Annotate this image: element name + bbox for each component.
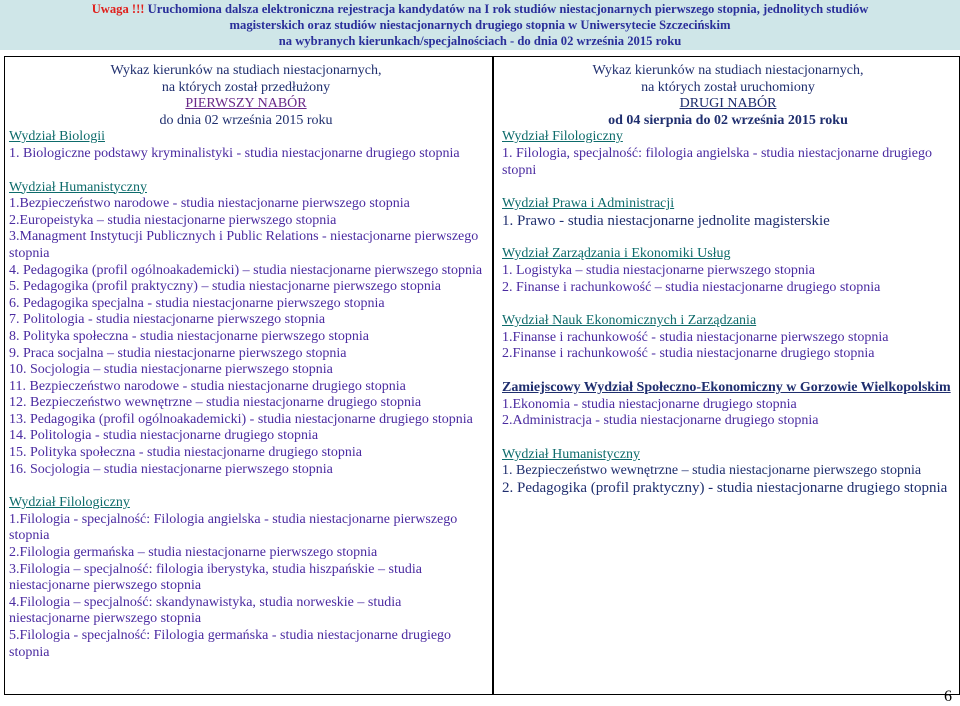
faculty-title[interactable]: Wydział Biologii: [9, 129, 105, 145]
list-item: 2.Finanse i rachunkowość - studia niestacjonarne drugiego stopnia: [502, 346, 875, 362]
header-line-1: Wykaz kierunków na studiach niestacjonarnych,: [592, 63, 864, 78]
header-recruitment-title: DRUGI NABÓR: [679, 96, 777, 112]
list-item: 1. Prawo - studia niestacjonarne jednolite magisterskie: [502, 212, 830, 229]
second-recruitment-column: [502, 63, 954, 496]
banner-line-2: magisterskich oraz studiów niestacjonarnych drugiego stopnia w Uniwersytecie Szczecińskim: [229, 18, 731, 32]
list-item: 5.Filologia - specjalność: Filologia germańska - studia niestacjonarne drugiego stopnia: [9, 628, 452, 660]
list-item: 7. Politologia - studia niestacjonarne pierwszego stopnia: [9, 312, 326, 328]
list-item: 8. Polityka społeczna - studia niestacjonarne pierwszego stopnia: [9, 328, 370, 344]
list-item: 12. Bezpieczeństwo wewnętrzne – studia niestacjonarne drugiego stopnia: [9, 395, 422, 411]
list-item: 10. Socjologia – studia niestacjonarne pierwszego stopnia: [9, 362, 333, 378]
list-item: 1.Finanse i rachunkowość - studia niestacjonarne pierwszego stopnia: [502, 329, 889, 345]
list-item: 3.Managment Instytucji Publicznych i Public Relations - niestacjonarne pierwszego stopnia: [9, 229, 479, 261]
list-item: 3.Filologia – specjalność: filologia iberystyka, studia hiszpańskie – studia niestacjonarne pierwszego stopnia: [9, 561, 422, 594]
faculty-title[interactable]: Wydział Humanistyczny: [9, 179, 147, 195]
header-line-1: Wykaz kierunków na studiach niestacjonarnych,: [110, 63, 382, 78]
list-item: 1.Ekonomia - studia niestacjonarne drugiego stopnia: [502, 396, 797, 412]
first-recruitment-header: [9, 63, 483, 129]
list-item: 15. Polityka społeczna - studia niestacjonarne drugiego stopnia: [9, 445, 363, 461]
list-item: 2.Europeistyka – studia niestacjonarne pierwszego stopnia: [9, 212, 337, 228]
list-item: 1. Biologiczne podstawy kryminalistyki - studia niestacjonarne drugiego stopnia: [9, 145, 460, 161]
announcement-banner: [0, 0, 960, 50]
list-item: 16. Socjologia – studia niestacjonarne pierwszego stopnia: [9, 461, 333, 477]
faculty-title[interactable]: Wydział Nauk Ekonomicznych i Zarządzania: [502, 313, 757, 329]
faculty-title[interactable]: Wydział Humanistyczny: [502, 446, 640, 462]
header-deadline: do dnia 02 września 2015 roku: [159, 112, 333, 128]
list-item: 2.Filologia germańska – studia niestacjonarne pierwszego stopnia: [9, 545, 378, 561]
banner-line-1-text: Uruchomiona dalsza elektroniczna rejestracja kandydatów na I rok studiów niestacjonarnych pierwszego stopnia, jednolitych studiów: [144, 2, 869, 16]
faculty-title[interactable]: Wydział Prawa i Administracji: [502, 196, 675, 212]
faculty-program-list: [9, 512, 483, 661]
list-item: 5. Pedagogika (profil praktyczny) – studia niestacjonarne pierwszego stopnia: [9, 279, 441, 295]
list-item: 11. Bezpieczeństwo narodowe - studia niestacjonarne drugiego stopnia: [9, 378, 406, 394]
header-line-2: na których został uruchomiony: [641, 79, 815, 95]
list-item: 1. Filologia, specjalność: filologia angielska - studia niestacjonarne drugiego stopni: [502, 145, 933, 178]
faculty-title[interactable]: Wydział Filologiczny: [9, 495, 130, 511]
list-item: 14. Politologia - studia niestacjonarne drugiego stopnia: [9, 428, 319, 444]
second-recruitment-header: [502, 63, 954, 129]
page-number: 6: [944, 688, 952, 705]
faculty-program-list: [9, 196, 483, 478]
list-item: 2.Administracja - studia niestacjonarne drugiego stopnia: [502, 413, 819, 429]
header-deadline: od 04 sierpnia do 02 września 2015 roku: [608, 112, 848, 128]
list-item: 4. Pedagogika (profil ogólnoakademicki) – studia niestacjonarne pierwszego stopnia: [9, 262, 483, 278]
list-item: 2. Finanse i rachunkowość – studia niestacjonarne drugiego stopnia: [502, 279, 881, 295]
faculty-title[interactable]: Wydział Zarządzania i Ekonomiki Usług: [502, 246, 731, 262]
banner-line-1: [0, 1, 960, 17]
banner-line-3: na wybranych kierunkach/specjalnościach - do dnia 02 września 2015 roku: [278, 34, 682, 48]
list-item: 1. Bezpieczeństwo wewnętrzne – studia niestacjonarne pierwszego stopnia: [502, 463, 922, 479]
list-item: 2. Pedagogika (profil praktyczny) - studia niestacjonarne drugiego stopnia: [502, 479, 948, 496]
list-item: 9. Praca socjalna – studia niestacjonarne pierwszego stopnia: [9, 345, 347, 361]
list-item: 4.Filologia – specjalność: skandynawistyka, studia norweskie – studia niestacjonarne pierwszego stopnia: [9, 594, 402, 627]
header-line-2: na których został przedłużony: [161, 79, 331, 95]
banner-warning: Uwaga !!!: [91, 2, 145, 16]
first-recruitment-column: [9, 63, 483, 661]
faculty-title[interactable]: Zamiejscowy Wydział Społeczno-Ekonomiczny w Gorzowie Wielkopolskim: [502, 379, 951, 395]
list-item: 1. Logistyka – studia niestacjonarne pierwszego stopnia: [502, 262, 815, 278]
list-item: 6. Pedagogika specjalna - studia niestacjonarne pierwszego stopnia: [9, 295, 385, 311]
list-item: 1.Filologia - specjalność: Filologia angielska - studia niestacjonarne pierwszego stopnia: [9, 511, 458, 544]
header-recruitment-title: PIERWSZY NABÓR: [185, 96, 307, 112]
faculty-title[interactable]: Wydział Filologiczny: [502, 129, 623, 145]
list-item: 13. Pedagogika (profil ogólnoakademicki) - studia niestacjonarne drugiego stopnia: [9, 411, 473, 427]
list-item: 1.Bezpieczeństwo narodowe - studia niestacjonarne pierwszego stopnia: [9, 196, 410, 212]
